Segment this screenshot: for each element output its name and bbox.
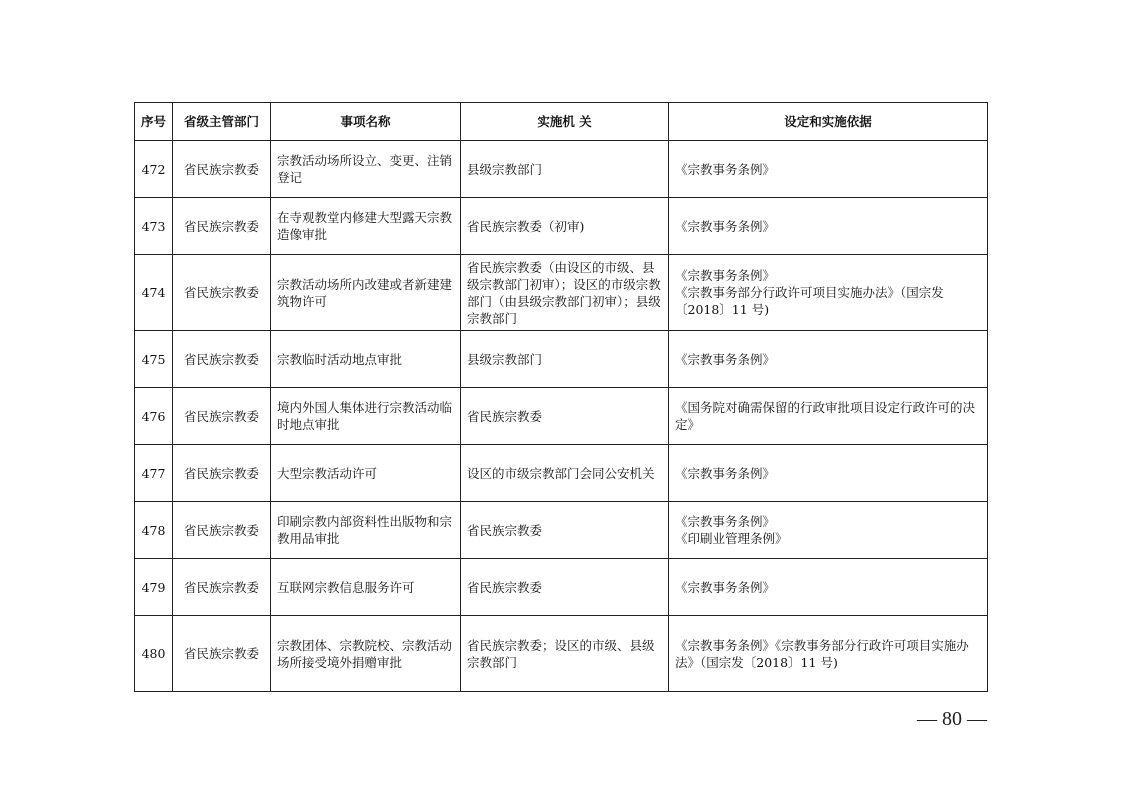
cell-serial-no: 474 xyxy=(135,255,173,331)
cell-department: 省民族宗教委 xyxy=(173,388,271,445)
cell-department: 省民族宗教委 xyxy=(173,198,271,255)
cell-item-name: 宗教团体、宗教院校、宗教活动场所接受境外捐赠审批 xyxy=(271,616,461,692)
cell-serial-no: 477 xyxy=(135,445,173,502)
table-row xyxy=(135,616,988,692)
cell-agency: 省民族宗教委 xyxy=(461,502,669,559)
cell-basis: 《宗教事务条例》 xyxy=(669,141,988,198)
cell-department: 省民族宗教委 xyxy=(173,141,271,198)
cell-agency: 省民族宗教委；设区的市级、县级宗教部门 xyxy=(461,616,669,692)
table-row xyxy=(135,502,988,559)
cell-item-name: 境内外国人集体进行宗教活动临时地点审批 xyxy=(271,388,461,445)
cell-basis: 《宗教事务条例》 xyxy=(669,198,988,255)
items-table xyxy=(134,102,988,692)
cell-agency: 省民族宗教委 xyxy=(461,388,669,445)
cell-item-name: 宗教活动场所内改建或者新建建筑物许可 xyxy=(271,255,461,331)
cell-agency: 县级宗教部门 xyxy=(461,331,669,388)
table-body xyxy=(135,141,988,692)
cell-item-name: 大型宗教活动许可 xyxy=(271,445,461,502)
table-row xyxy=(135,255,988,331)
cell-basis: 《宗教事务条例》 xyxy=(669,331,988,388)
cell-basis: 《宗教事务条例》《宗教事务部分行政许可项目实施办法》（国宗发〔2018〕11 号) xyxy=(669,616,988,692)
cell-item-name: 在寺观教堂内修建大型露天宗教造像审批 xyxy=(271,198,461,255)
cell-agency: 省民族宗教委 xyxy=(461,559,669,616)
table-row xyxy=(135,331,988,388)
cell-serial-no: 480 xyxy=(135,616,173,692)
cell-department: 省民族宗教委 xyxy=(173,502,271,559)
cell-basis: 《宗教事务条例》 xyxy=(669,445,988,502)
cell-item-name: 宗教活动场所设立、变更、注销登记 xyxy=(271,141,461,198)
table-row xyxy=(135,559,988,616)
page-number: — 80 — xyxy=(917,708,987,730)
cell-department: 省民族宗教委 xyxy=(173,255,271,331)
cell-serial-no: 473 xyxy=(135,198,173,255)
cell-department: 省民族宗教委 xyxy=(173,616,271,692)
header-agency: 实施机 关 xyxy=(461,103,669,141)
table-row xyxy=(135,388,988,445)
cell-department: 省民族宗教委 xyxy=(173,445,271,502)
cell-serial-no: 479 xyxy=(135,559,173,616)
header-department: 省级主管部门 xyxy=(173,103,271,141)
cell-basis: 《宗教事务条例》 xyxy=(669,559,988,616)
cell-item-name: 宗教临时活动地点审批 xyxy=(271,331,461,388)
cell-basis: 《宗教事务条例》 《印刷业管理条例》 xyxy=(669,502,988,559)
cell-agency: 设区的市级宗教部门会同公安机关 xyxy=(461,445,669,502)
cell-serial-no: 472 xyxy=(135,141,173,198)
cell-basis: 《国务院对确需保留的行政审批项目设定行政许可的决定》 xyxy=(669,388,988,445)
cell-agency: 省民族宗教委（初审) xyxy=(461,198,669,255)
table-row xyxy=(135,445,988,502)
table-row xyxy=(135,198,988,255)
header-basis: 设定和实施依据 xyxy=(669,103,988,141)
cell-agency: 省民族宗教委（由设区的市级、县级宗教部门初审）；设区的市级宗教部门（由县级宗教部门初审）；县级宗教部门 xyxy=(461,255,669,331)
cell-serial-no: 475 xyxy=(135,331,173,388)
cell-agency: 县级宗教部门 xyxy=(461,141,669,198)
cell-item-name: 印刷宗教内部资料性出版物和宗教用品审批 xyxy=(271,502,461,559)
cell-item-name: 互联网宗教信息服务许可 xyxy=(271,559,461,616)
cell-serial-no: 478 xyxy=(135,502,173,559)
table-row xyxy=(135,141,988,198)
cell-basis: 《宗教事务条例》 《宗教事务部分行政许可项目实施办法》（国宗发〔2018〕11 号) xyxy=(669,255,988,331)
header-row xyxy=(135,103,988,141)
header-item-name: 事项名称 xyxy=(271,103,461,141)
header-serial-no: 序号 xyxy=(135,103,173,141)
cell-department: 省民族宗教委 xyxy=(173,559,271,616)
cell-department: 省民族宗教委 xyxy=(173,331,271,388)
table-header xyxy=(135,103,988,141)
cell-serial-no: 476 xyxy=(135,388,173,445)
